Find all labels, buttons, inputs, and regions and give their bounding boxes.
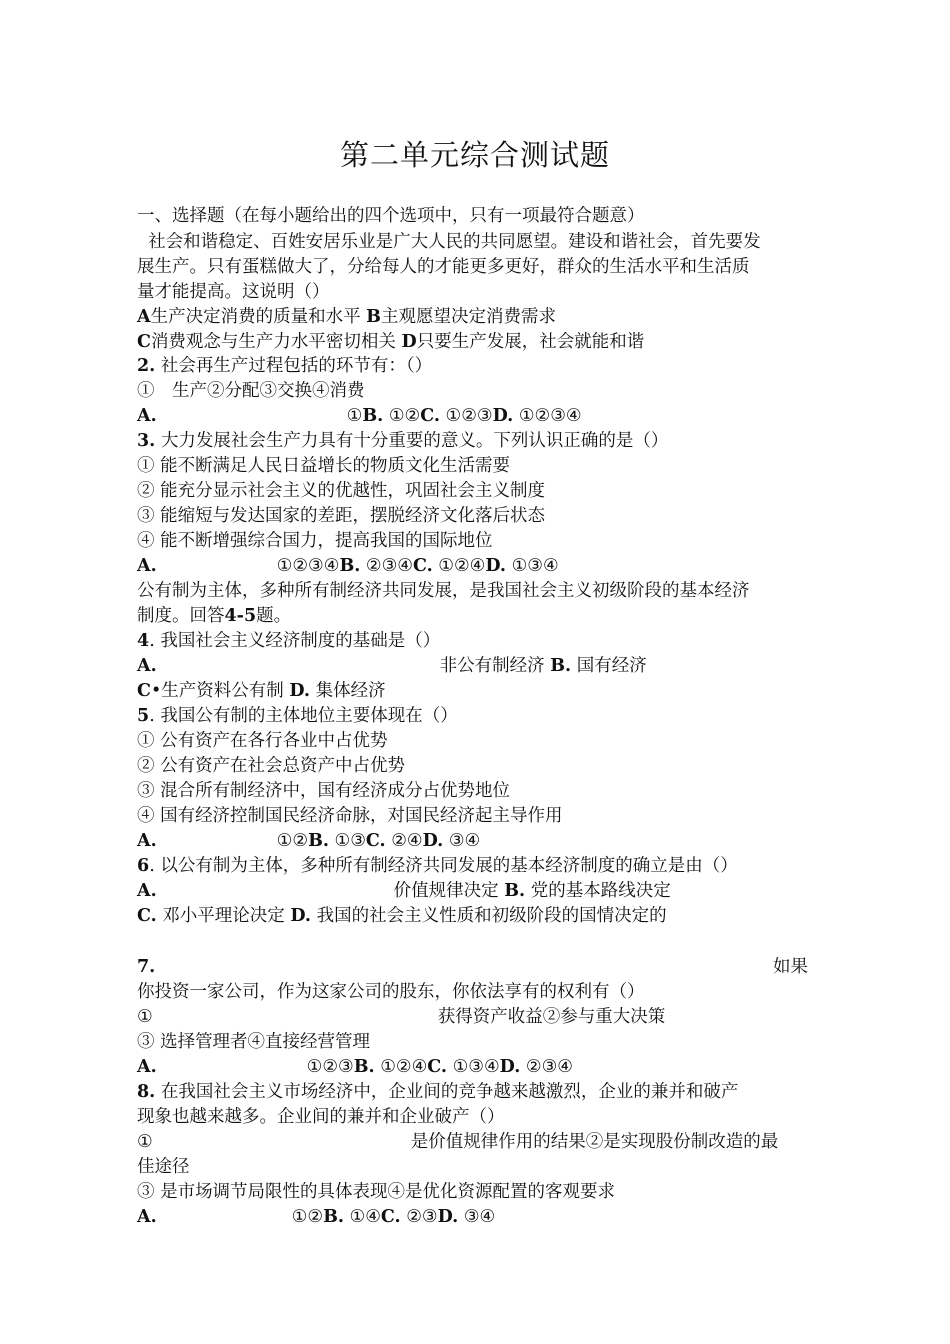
q7-item-1-marker: ①: [137, 1007, 153, 1027]
q1-options-cd: [137, 330, 644, 354]
q7-option-d-letter: D.: [499, 1057, 521, 1077]
q7-number-label: 7.: [137, 957, 156, 977]
q7-option-b: ①②④: [380, 1057, 428, 1077]
material-line2: [137, 604, 291, 628]
q5-option-d: ③④: [448, 831, 481, 851]
q4-option-c: •生产资料公有制: [150, 681, 284, 701]
q7-option-c-letter: C.: [427, 1057, 448, 1077]
material-text-a: 制度。回答: [137, 606, 225, 626]
q3-option-a-letter: A.: [137, 556, 157, 576]
q5-option-a-letter: A.: [137, 831, 157, 851]
q7-item-1: [137, 1005, 665, 1029]
q8-item-1-text: 是价值规律作用的结果②是实现股份制改造的最: [410, 1132, 779, 1152]
q5-option-a: ①②: [276, 831, 309, 851]
q4-option-a: 非公有制经济: [439, 656, 545, 676]
q5-number: 5: [137, 706, 150, 726]
q6-options-ab: [137, 879, 671, 903]
q8-option-c: ②③: [406, 1207, 438, 1227]
q6-number: 6: [137, 856, 150, 876]
q7-item-2: ③ 选择管理者④直接经营管理: [137, 1032, 371, 1052]
q8-stem-text: 在我国社会主义市场经济中，企业间的竞争越来越激烈，企业的兼并和破产: [160, 1082, 739, 1102]
q2-number: 2.: [137, 356, 156, 376]
q3-option-c-letter: C.: [412, 556, 433, 576]
q5-item-1: ① 公有资产在各行各业中占优势: [137, 731, 388, 751]
q8-stem-line2: 现象也越来越多。企业间的兼并和企业破产（）: [137, 1107, 505, 1127]
q4-option-a-letter: A.: [137, 656, 157, 676]
q2-option-b: ①②: [388, 406, 421, 426]
q7-option-d: ②③④: [525, 1057, 573, 1077]
q5-option-d-letter: D.: [422, 831, 444, 851]
q8-item-1-cont: 佳途径: [137, 1157, 190, 1177]
q7-option-c: ①③④: [452, 1057, 500, 1077]
q4-option-b-letter: B.: [550, 656, 572, 676]
q8-item-1-marker: ①: [137, 1132, 153, 1152]
q4-number: 4: [137, 631, 150, 651]
q8-option-b-letter: B.: [323, 1207, 344, 1227]
q6-option-d: 我国的社会主义性质和初级阶段的国情决定的: [316, 906, 667, 926]
q5-item-4: ④ 国有经济控制国民经济命脉，对国民经济起主导作用: [137, 806, 563, 826]
q3-options: [137, 554, 559, 578]
q7-item-1-text: 获得资产收益②参与重大决策: [437, 1007, 666, 1027]
q1-option-b-letter: B: [366, 307, 381, 327]
q1-stem-line3: 量才能提高。这说明（）: [137, 282, 330, 302]
q2-option-b-letter: B.: [362, 406, 384, 426]
q5-option-c: ②④: [391, 831, 423, 851]
q7-number: [137, 955, 155, 979]
q2-option-a: ①: [346, 406, 363, 426]
q4-option-c-letter: C: [137, 681, 151, 701]
q6-stem-text: . 以公有制为主体，多种所有制经济共同发展的基本经济制度的确立是由（）: [149, 856, 738, 876]
q1-option-b: 主观愿望决定消费需求: [380, 307, 556, 327]
q4-options-ab: [137, 654, 647, 678]
q1-options-ab: [137, 305, 556, 329]
q2-stem-text: 社会再生产过程包括的环节有：（）: [160, 356, 433, 376]
q3-option-b: ②③④: [365, 556, 413, 576]
q7-stem-line1: 如果: [773, 957, 808, 977]
q6-option-c: 邓小平理论决定: [162, 906, 285, 926]
q8-stem-line1: [137, 1080, 738, 1104]
q2-items: ① 生产②分配③交换④消费: [137, 381, 365, 401]
q6-option-c-letter: C.: [137, 906, 157, 926]
q2-option-a-letter: A.: [137, 406, 157, 426]
q7-option-a: ①②③: [306, 1057, 354, 1077]
q7-stem-line2: 你投资一家公司，作为这家公司的股东，你依法享有的权利有（）: [137, 982, 645, 1002]
q8-option-d-letter: D.: [437, 1207, 459, 1227]
q6-option-a: 价值规律决定: [393, 881, 499, 901]
q3-item-3: ③ 能缩短与发达国家的差距，摆脱经济文化落后状态: [137, 506, 546, 526]
q4-option-d-letter: D.: [289, 681, 310, 701]
q8-options: [137, 1205, 495, 1229]
q4-option-b: 国有经济: [576, 656, 647, 676]
q1-option-d-letter: D: [401, 332, 417, 352]
q8-item-1: [137, 1130, 778, 1154]
material-text-c: 题。: [256, 606, 292, 626]
q1-option-a: 生产决定消费的质量和水平: [150, 307, 361, 327]
q3-option-d: ①③④: [511, 556, 559, 576]
q6-option-a-letter: A.: [137, 881, 157, 901]
q3-option-b-letter: B.: [339, 556, 361, 576]
q8-item-2: ③ 是市场调节局限性的具体表现④是优化资源配置的客观要求: [137, 1182, 616, 1202]
q5-options: [137, 829, 480, 853]
q3-item-4: ④ 能不断增强综合国力，提高我国的国际地位: [137, 531, 493, 551]
q6-options-cd: [137, 904, 667, 928]
section-heading: 一、选择题（在每小题给出的四个选项中，只有一项最符合题意）: [137, 206, 645, 226]
q3-number: 3.: [137, 431, 156, 451]
q1-stem-line1: 社会和谐稳定、百姓安居乐业是广大人民的共同愿望。建设和谐社会，首先要发: [137, 232, 761, 252]
q3-option-d-letter: D.: [485, 556, 507, 576]
q8-option-a: ①②: [291, 1207, 324, 1227]
q3-stem-text: 大力发展社会生产力具有十分重要的意义。下列认识正确的是（）: [160, 431, 669, 451]
material-line1: 公有制为主体，多种所有制经济共同发展，是我国社会主义初级阶段的基本经济: [137, 581, 750, 601]
q5-stem-text: . 我国公有制的主体地位主要体现在（）: [149, 706, 458, 726]
q3-option-a: ①②③④: [276, 556, 340, 576]
q2-option-c: ①②③: [445, 406, 493, 426]
q5-option-c-letter: C.: [365, 831, 386, 851]
q7-option-b-letter: B.: [353, 1057, 375, 1077]
q3-option-c: ①②④: [438, 556, 486, 576]
q2-option-d-letter: D.: [492, 406, 514, 426]
q2-option-c-letter: C.: [420, 406, 440, 426]
q5-option-b: ①③: [334, 831, 366, 851]
q6-option-b: 党的基本路线决定: [530, 881, 671, 901]
q7-options: [137, 1055, 573, 1079]
q3-item-1: ① 能不断满足人民日益增长的物质文化生活需要: [137, 456, 511, 476]
q2-stem: [137, 354, 432, 378]
q3-stem: [137, 429, 668, 453]
q6-stem: [137, 854, 738, 878]
page-title: 第二单元综合测试题: [339, 138, 610, 172]
material-range: 4-5: [224, 606, 257, 626]
q8-number: 8.: [137, 1082, 156, 1102]
q1-option-d: 只要生产发展，社会就能和谐: [416, 332, 645, 352]
q3-item-2: ② 能充分显示社会主义的优越性，巩固社会主义制度: [137, 481, 546, 501]
q8-option-b: ①④: [349, 1207, 381, 1227]
q4-stem-text: . 我国社会主义经济制度的基础是（）: [149, 631, 441, 651]
q8-option-c-letter: C.: [380, 1207, 401, 1227]
q6-option-d-letter: D.: [290, 906, 312, 926]
q2-options: [137, 404, 582, 428]
q1-option-c: 消费观念与生产力水平密切相关: [150, 332, 396, 352]
q5-item-2: ② 公有资产在社会总资产中占优势: [137, 756, 406, 776]
q5-stem: [137, 704, 458, 728]
q1-option-c-letter: C: [137, 332, 151, 352]
q5-option-b-letter: B.: [308, 831, 329, 851]
q1-option-a-letter: A: [137, 307, 151, 327]
q4-stem: [137, 629, 440, 653]
q4-options-cd: [137, 679, 386, 703]
q5-item-3: ③ 混合所有制经济中，国有经济成分占优势地位: [137, 781, 511, 801]
q6-option-b-letter: B.: [504, 881, 526, 901]
q8-option-a-letter: A.: [137, 1207, 157, 1227]
q8-option-d: ③④: [463, 1207, 496, 1227]
q4-option-d: 集体经济: [315, 681, 386, 701]
q1-stem-line2: 展生产。只有蛋糕做大了，分给每人的才能更多更好，群众的生活水平和生活质: [137, 257, 750, 277]
q2-option-d: ①②③④: [518, 406, 582, 426]
q7-option-a-letter: A.: [137, 1057, 157, 1077]
